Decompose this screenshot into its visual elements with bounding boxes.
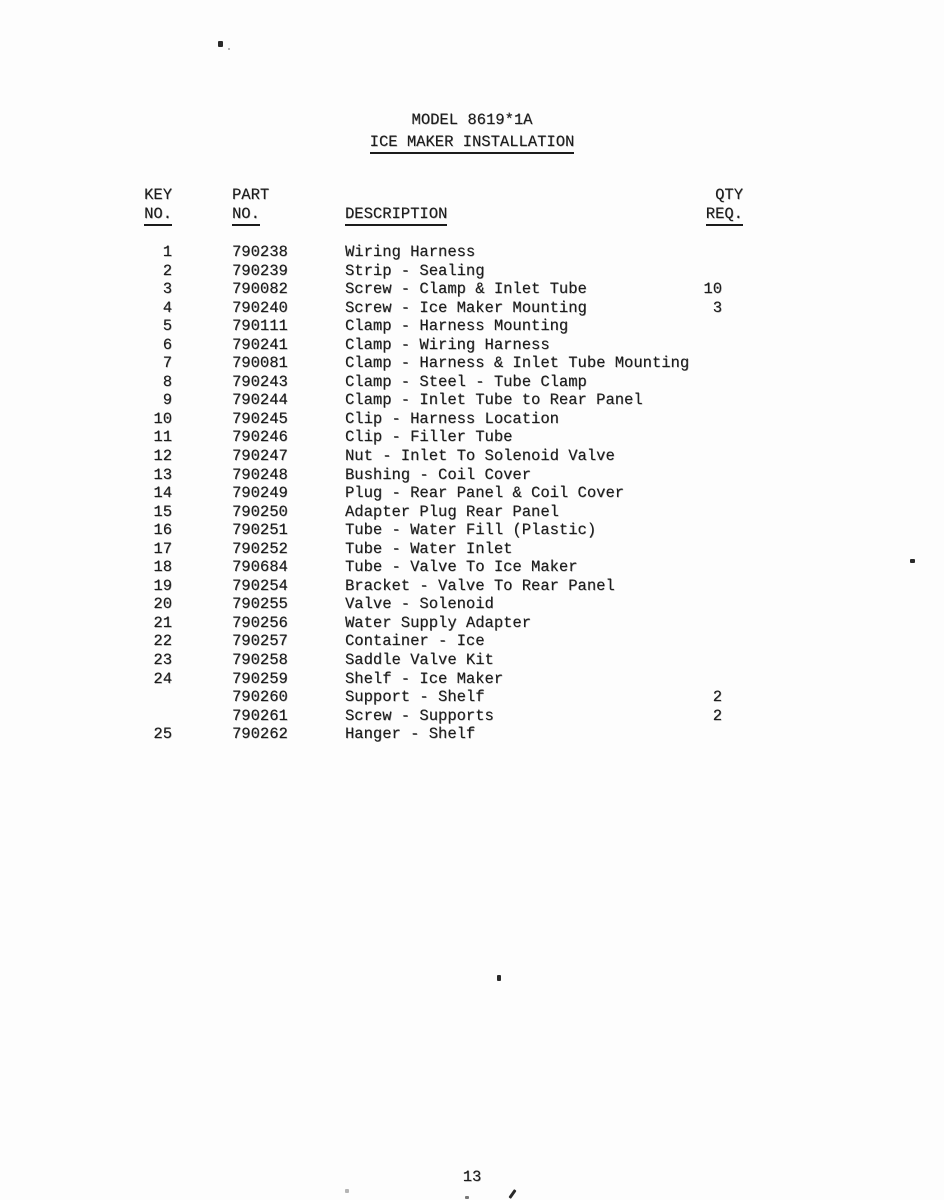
- table-row: [130, 280, 722, 299]
- cell-qty: [640, 262, 722, 281]
- cell-desc: Wiring Harness: [345, 243, 476, 261]
- cell-qty: [640, 447, 722, 466]
- cell-key: 15: [153, 502, 172, 521]
- cell-part: 790238: [232, 243, 288, 261]
- cell-part: 790258: [232, 651, 288, 670]
- cell-qty: [640, 540, 722, 559]
- cell-key: 13: [153, 465, 172, 484]
- cell-key: 18: [153, 558, 172, 577]
- table-row: [130, 540, 722, 559]
- model-number: MODEL 8619*1A: [411, 111, 533, 129]
- table-row: [130, 428, 722, 447]
- cell-qty: 2: [712, 688, 722, 707]
- table-row: [130, 243, 722, 262]
- cell-qty: [640, 336, 722, 355]
- cell-part: 790241: [232, 335, 288, 354]
- cell-qty: [640, 651, 722, 670]
- cell-desc: Clamp - Steel - Tube Clamp: [345, 372, 587, 391]
- cell-desc: Valve - Solenoid: [345, 595, 494, 614]
- scan-speck: [465, 1196, 469, 1199]
- parts-table: [130, 243, 722, 744]
- cell-key: 4: [162, 298, 172, 317]
- column-header-description: [345, 186, 640, 223]
- cell-qty: [640, 577, 722, 596]
- cell-part: 790259: [232, 669, 288, 688]
- table-row: [130, 707, 722, 726]
- cell-part: 790260: [232, 688, 288, 707]
- cell-desc: Clamp - Harness & Inlet Tube Mounting: [345, 354, 690, 373]
- cell-part: 790254: [232, 576, 288, 595]
- cell-part: 790244: [232, 391, 288, 410]
- cell-qty: [640, 503, 722, 522]
- cell-key: 6: [162, 335, 172, 354]
- table-row: [130, 262, 722, 281]
- cell-qty: [640, 243, 722, 262]
- scan-speck: [228, 48, 230, 50]
- cell-qty: [640, 521, 722, 540]
- cell-desc: Saddle Valve Kit: [345, 651, 494, 670]
- table-row: [130, 317, 722, 336]
- cell-part: 790247: [232, 447, 288, 466]
- cell-qty: 3: [712, 298, 722, 317]
- cell-desc: Bracket - Valve To Rear Panel: [345, 576, 615, 595]
- cell-part: 790257: [232, 632, 288, 651]
- cell-part: 790111: [232, 317, 288, 336]
- cell-key: 19: [153, 576, 172, 595]
- table-row: [130, 725, 722, 744]
- cell-key: 23: [153, 651, 172, 670]
- page-title: ICE MAKER INSTALLATION: [370, 133, 575, 154]
- cell-part: 790261: [232, 706, 288, 725]
- part-header-line1: PART: [232, 186, 270, 204]
- cell-key: 9: [162, 391, 172, 410]
- cell-part: 790081: [232, 354, 288, 373]
- cell-key: 22: [153, 632, 172, 651]
- cell-key: 25: [153, 725, 172, 744]
- table-row: [130, 651, 722, 670]
- part-header-line2: NO.: [232, 205, 260, 226]
- table-row: [130, 577, 722, 596]
- column-header-part: [172, 186, 345, 223]
- cell-part: 790243: [232, 372, 288, 391]
- cell-part: 790246: [232, 428, 288, 447]
- cell-qty: [640, 317, 722, 336]
- table-row: [130, 614, 722, 633]
- cell-qty: [640, 428, 722, 447]
- cell-part: 790250: [232, 502, 288, 521]
- cell-qty: [640, 558, 722, 577]
- cell-key: 10: [153, 409, 172, 428]
- cell-desc: Adapter Plug Rear Panel: [345, 502, 559, 521]
- cell-part: 790082: [232, 280, 288, 299]
- cell-qty: [640, 484, 722, 503]
- cell-key: [130, 707, 172, 726]
- cell-desc: Screw - Ice Maker Mounting: [345, 298, 587, 317]
- cell-part: 790248: [232, 465, 288, 484]
- cell-key: 7: [162, 354, 172, 373]
- cell-desc: Plug - Rear Panel & Coil Cover: [345, 484, 625, 503]
- cell-key: 17: [153, 539, 172, 558]
- cell-qty: [640, 632, 722, 651]
- cell-key: 11: [153, 428, 172, 447]
- table-header: [130, 186, 743, 223]
- document-title: [0, 109, 944, 154]
- cell-desc: Screw - Clamp & Inlet Tube: [345, 280, 587, 299]
- qty-header-line2: REQ.: [706, 205, 743, 226]
- cell-key: [130, 688, 172, 707]
- table-row: [130, 391, 722, 410]
- cell-key: 2: [162, 261, 172, 280]
- table-row: [130, 688, 722, 707]
- table-row: [130, 595, 722, 614]
- cell-key: 24: [153, 669, 172, 688]
- cell-desc: Strip - Sealing: [345, 261, 485, 280]
- cell-qty: [640, 614, 722, 633]
- cell-key: 1: [162, 243, 172, 261]
- cell-key: 16: [153, 521, 172, 540]
- table-row: [130, 410, 722, 429]
- cell-desc: Clamp - Harness Mounting: [345, 317, 569, 336]
- scan-speck: [345, 1189, 349, 1193]
- scan-speck: [218, 41, 223, 47]
- cell-desc: Support - Shelf: [345, 688, 485, 707]
- cell-qty: [640, 670, 722, 689]
- key-header-line1: KEY: [144, 186, 172, 204]
- table-row: [130, 447, 722, 466]
- cell-key: 14: [153, 484, 172, 503]
- page-title-line: [0, 131, 944, 154]
- cell-desc: Container - Ice: [345, 632, 485, 651]
- cell-part: 790251: [232, 521, 288, 540]
- cell-qty: [640, 466, 722, 485]
- cell-key: 8: [162, 372, 172, 391]
- cell-desc: Tube - Valve To Ice Maker: [345, 558, 578, 577]
- cell-key: 3: [162, 280, 172, 299]
- cell-desc: Clamp - Inlet Tube to Rear Panel: [345, 391, 643, 410]
- cell-desc: Water Supply Adapter: [345, 613, 532, 632]
- table-row: [130, 521, 722, 540]
- cell-desc: Tube - Water Fill (Plastic): [345, 521, 597, 540]
- table-row: [130, 670, 722, 689]
- cell-part: 790256: [232, 613, 288, 632]
- cell-qty: [640, 354, 722, 373]
- page-number: 13: [462, 1168, 482, 1186]
- cell-qty: 2: [712, 706, 722, 725]
- table-row: [130, 336, 722, 355]
- column-header-key: [130, 186, 172, 223]
- cell-part: 790240: [232, 298, 288, 317]
- cell-desc: Tube - Water Inlet: [345, 539, 513, 558]
- description-header-spacer: [345, 186, 640, 205]
- cell-desc: Shelf - Ice Maker: [345, 669, 504, 688]
- cell-desc: Hanger - Shelf: [345, 725, 476, 744]
- cell-qty: [640, 410, 722, 429]
- table-row: [130, 503, 722, 522]
- table-row: [130, 373, 722, 392]
- table-row: [130, 558, 722, 577]
- cell-part: 790262: [232, 725, 288, 744]
- cell-qty: [640, 595, 722, 614]
- cell-part: 790684: [232, 558, 288, 577]
- cell-part: 790249: [232, 484, 288, 503]
- scan-speck: [910, 559, 915, 563]
- cell-desc: Clip - Filler Tube: [345, 428, 513, 447]
- scan-speck: [508, 1189, 516, 1199]
- cell-part: 790252: [232, 539, 288, 558]
- cell-desc: Nut - Inlet To Solenoid Valve: [345, 447, 615, 466]
- cell-qty: [640, 725, 722, 744]
- scan-speck: [497, 975, 501, 981]
- table-row: [130, 354, 722, 373]
- table-row: [130, 466, 722, 485]
- cell-key: 5: [162, 317, 172, 336]
- cell-desc: Screw - Supports: [345, 706, 494, 725]
- cell-qty: [640, 373, 722, 392]
- cell-qty: [640, 391, 722, 410]
- cell-desc: Bushing - Coil Cover: [345, 465, 532, 484]
- cell-part: 790255: [232, 595, 288, 614]
- cell-part: 790239: [232, 261, 288, 280]
- table-row: [130, 632, 722, 651]
- table-row: [130, 484, 722, 503]
- cell-key: 12: [153, 447, 172, 466]
- column-header-qty: [640, 186, 743, 223]
- cell-key: 21: [153, 613, 172, 632]
- table-row: [130, 299, 722, 318]
- qty-header-line1: QTY: [715, 186, 743, 204]
- key-header-line2: NO.: [144, 205, 172, 226]
- description-header: DESCRIPTION: [345, 205, 447, 226]
- cell-key: 20: [153, 595, 172, 614]
- cell-qty: 10: [703, 280, 722, 299]
- cell-desc: Clamp - Wiring Harness: [345, 335, 550, 354]
- cell-part: 790245: [232, 409, 288, 428]
- cell-desc: Clip - Harness Location: [345, 409, 559, 428]
